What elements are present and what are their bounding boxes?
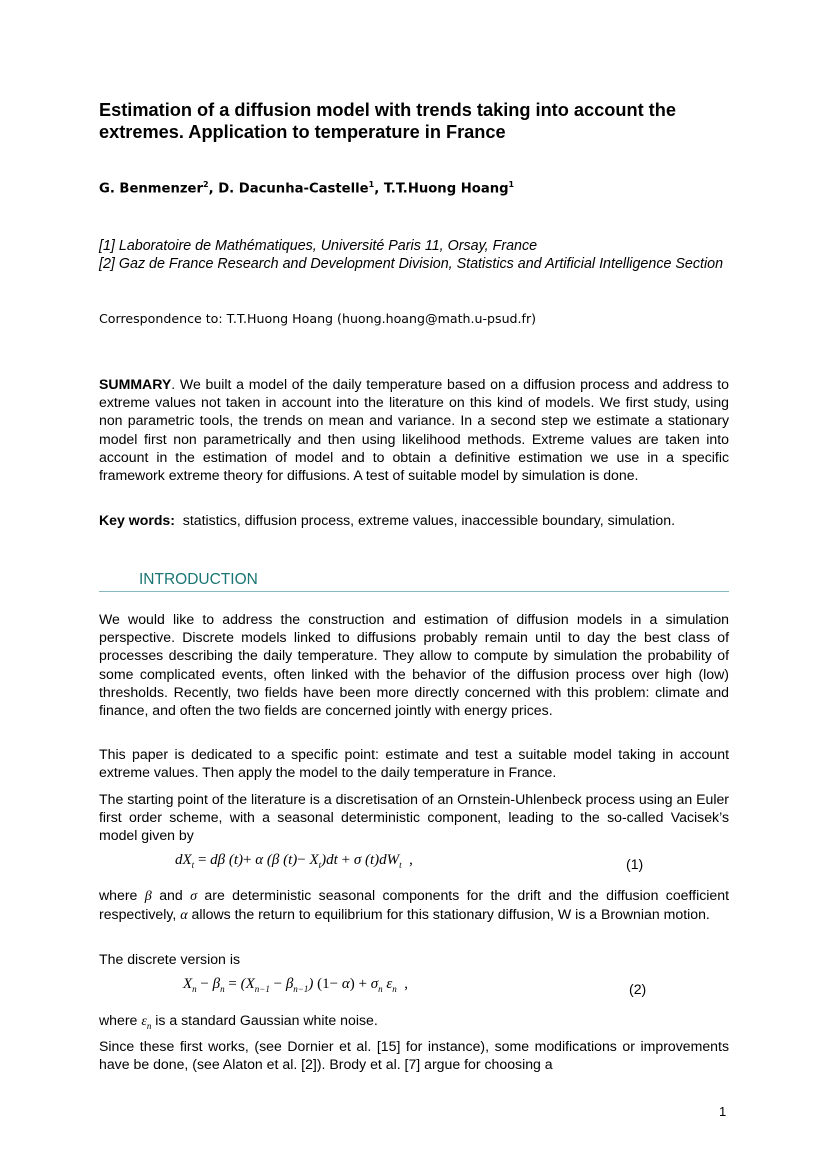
where-text: where	[99, 887, 145, 903]
intro-paragraph-1: We would like to address the construction and estimation of diffusion models in a simulation perspective. Discrete models linked to diffusions probably remain until to day the best class of processes describing the daily temperature. They allow to compute by simulation the probability of some complicated events, often linked with the behavior of the diffusion process over high (low) thresholds. Recently, two fields have been more directly concerned with this problem: climate and finance, and often the two fields are concerned jointly with energy prices.	[99, 611, 729, 719]
author-affiliation-mark: 1	[368, 180, 375, 189]
page-number: 1	[719, 1104, 727, 1119]
equation-1-number: (1)	[626, 856, 644, 872]
summary-paragraph	[99, 375, 729, 484]
epsilon-subscript: n	[146, 1020, 152, 1031]
author-name: G. Benmenzer	[99, 181, 204, 197]
where-text: where	[99, 1012, 142, 1028]
where-text: and	[151, 887, 191, 903]
where-text: are deterministic seasonal components for the drift and the diffusion coefficient respectively,	[99, 887, 729, 923]
where-text: allows the return to equilibrium for this stationary diffusion, W is a Brownian motion.	[187, 906, 710, 923]
author-separator: ,	[208, 181, 219, 197]
intro-paragraph-3: The starting point of the literature is a discretisation of an Ornstein-Uhlenbeck process using an Euler first order scheme, with a seasonal deterministic component, leading to the so-called Vacisek’s model given by	[99, 791, 729, 844]
epsilon-symbol: ε	[141, 1013, 147, 1029]
author-list	[99, 180, 514, 196]
affiliation-line: [2] Gaz de France Research and Development Division, Statistics and Artificial Intelligence Section	[99, 256, 724, 272]
author-separator: ,	[374, 181, 384, 197]
discrete-version-intro: The discrete version is	[99, 951, 240, 967]
affiliation-block	[99, 237, 734, 273]
affiliation-line: [1] Laboratoire de Mathématiques, Université Paris 11, Orsay, France	[99, 238, 538, 254]
paper-title: Estimation of a diffusion model with trends taking into account the extremes. Application to temperature in France	[99, 100, 676, 142]
summary-text: . We built a model of the daily temperature based on a diffusion process and address to extreme values not taken in account into the literature on this kind of models. We first study, using non parametric tools, the trends on mean and variance. In a second step we estimate a stationary model first non parametrically and then using likelihood methods. Extreme values are taken into account in the estimation of model and to obtain a definitive estimation we use in a specific framework extreme theory for diffusions. A test of suitable model by simulation is done.	[99, 376, 729, 484]
intro-paragraph-2: This paper is dedicated to a specific point: estimate and test a suitable model taking in account extreme values. Then apply the model to the daily temperature in France.	[99, 746, 729, 781]
where-text: is a standard Gaussian white noise.	[151, 1012, 378, 1028]
sigma-symbol: σ	[190, 888, 198, 904]
author-name: T.T.Huong Hoang	[383, 181, 509, 197]
summary-label: SUMMARY	[99, 376, 172, 392]
alpha-symbol: α	[180, 907, 188, 924]
keywords-line	[99, 511, 729, 529]
where-paragraph-2	[99, 1011, 729, 1035]
keywords-text: statistics, diffusion process, extreme values, inaccessible boundary, simulation.	[174, 512, 676, 528]
author-affiliation-mark: 1	[508, 180, 515, 189]
section-heading: INTRODUCTION	[139, 571, 258, 588]
equation-2: $X_n - \beta_n = (X_{n-1} - \beta_{n-1})$ $(1- \alpha) + \sigma_n$ $\varepsilon_n$ ,	[183, 976, 409, 994]
intro-paragraph-last: Since these first works, (see Dornier et al. [15] for instance), some modifications or improvements have be done, (see Alaton et al. [2]). Brody et al. [7] argue for choosing a	[99, 1038, 729, 1073]
equation-2-number: (2)	[629, 981, 647, 997]
where-paragraph-1	[99, 886, 729, 924]
section-divider	[99, 591, 729, 592]
author-name: D. Dacunha-Castelle	[218, 181, 369, 197]
beta-symbol: β	[144, 888, 152, 904]
keywords-label: Key words:	[99, 512, 175, 528]
author-affiliation-mark: 2	[203, 180, 209, 189]
correspondence-line: Correspondence to: T.T.Huong Hoang (huong.hoang@math.u-psud.fr)	[99, 311, 537, 326]
equation-1: $dX_t = d\beta$ (t)+ α (β $(t)- X_t)dt + \sigma$ $(t)dW_t$ ,	[175, 852, 413, 870]
